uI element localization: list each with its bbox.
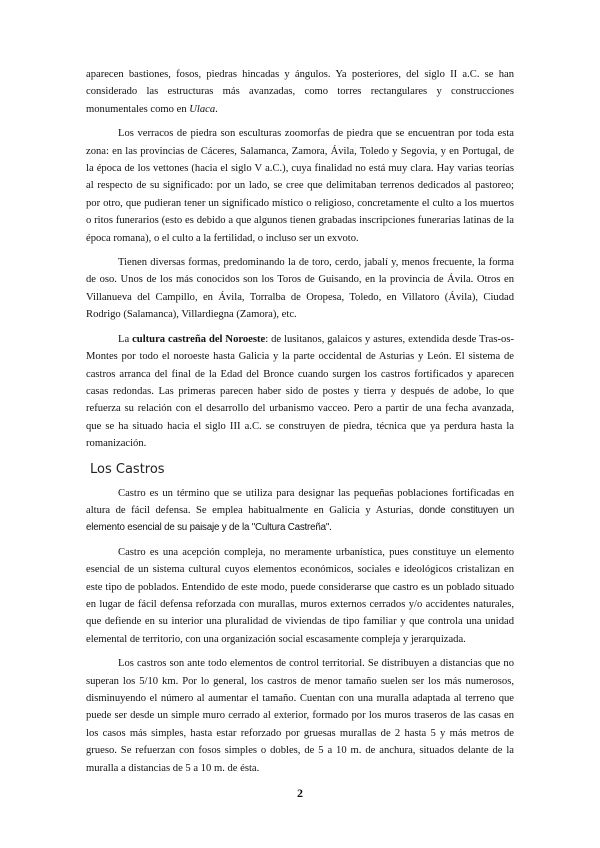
paragraph-verracos: Los verracos de piedra son esculturas zoomorfas de piedra que se encuentran por toda esta zona: en las provincias de Cáceres, Salamanca, Zamora, Ávila, Toledo y Segovia, y en Portugal, de la época de los vettones (hacia el siglo V a.C.), cuya finalidad no está muy clara. Hay varias teorías al respecto de su significado: por un lado, se cree que delimitaban terrenos dedicados al pastoreo; por otro, que pudieran tener un significado místico o religioso, concretamente el culto a los muertos o ritos funerarios (esto es debido a que algunos tienen grabadas inscripciones funerarias latinas de la época romana), o el culto a la fertilidad, o incluso ser un exvoto. — [86, 128, 514, 244]
page-number: 2 — [297, 786, 303, 800]
paragraph-castro-acepcion: Castro es una acepción compleja, no meramente urbanística, pues constituye un elemento esencial de un sistema cultural cuyos elementos económicos, sociales e ideológicos cristalizan en este tipo de poblados. Entendido de este modo, puede considerarse que castro es un poblado situado en lugar de fácil defensa reforzada con murallas, muros externos cerrados y/o accidentes naturales, que defiende en su interior una pluralidad de viviendas de tipo familiar y que controla una unidad elemental de territorio, con una organización social escasamente compleja y jerarquizada. — [86, 546, 514, 645]
paragraph-control-territorial: Los castros son ante todo elementos de control territorial. Se distribuyen a distancias que no superan los 5/10 km. Por lo general, los castros de menor tamaño suelen ser los más numerosos, disminuyendo el número al aumentar el tamaño. Cuentan con una muralla adaptada al terreno que puede ser desde un simple muro cerrado al exterior, formado por los muros traseros de las casas en los casos más simples, hasta estar reforzado por gruesas murallas de 2 hasta 5 y más metros de grueso. Se refuerzan con fosos simples o dobles, de 5 a 10 m. de anchura, situados delante de la muralla a distancias de 5 a 10 m. de ésta. — [86, 658, 514, 774]
paragraph-castro-termino: Castro es un término que se utiliza para designar las pequeñas poblaciones fortificadas en altura de fácil defensa. Se emplea habitualmente en Galicia y Asturias, donde constituyen un elemento esencial de su paisaje y de la "Cultura Castreña". — [86, 487, 514, 534]
paragraph-continuation: aparecen bastiones, fosos, piedras hincadas y ángulos. Ya posteriores, del siglo II a.C. se han considerado las estructuras más avanzadas, como torres rectangulares y construcciones monumentales como en Ulaca. — [86, 69, 514, 115]
section-heading-los-castros: Los Castros — [90, 461, 165, 477]
cultura-castrena-bold: cultura castreña del Noroeste — [132, 333, 266, 345]
paragraph-cultura-castrena: La cultura castreña del Noroeste: de lusitanos, galaicos y astures, extendida desde Tras-os-Montes por todo el noroeste hasta Galicia y la parte occidental de Asturias y León. El sistema de castros arranca del final de la Edad del Bronce cuando surgen los castros fortificados y aparecen casas redondas. Las primeras parecen haber sido de postes y tierra y después de adobe, lo que refuerza su relación con el desarrollo del urbanismo vacceo. Pero a partir de una fecha avanzada, que se ha situado hacia el siglo III a.C. se construyen de piedra, técnica que ya perdura hasta la romanización. — [86, 333, 514, 450]
paragraph-formas: Tienen diversas formas, predominando la de toro, cerdo, jabalí y, menos frecuente, la forma de oso. Unos de los más conocidos son los Toros de Guisando, en la provincia de Ávila. Otros en Villanueva del Campillo, en Ávila, Torralba de Oropesa, Toledo, en Villatoro (Ávila), Ciudad Rodrigo (Salamanca), Villardiegna (Zamora), etc. — [86, 257, 514, 321]
paisaje-phrase: donde constituyen un elemento esencial de su paisaje y de la "Cultura Castreña" — [86, 504, 514, 534]
ulaca-italic: Ulaca — [189, 103, 216, 115]
page-body — [86, 66, 514, 777]
